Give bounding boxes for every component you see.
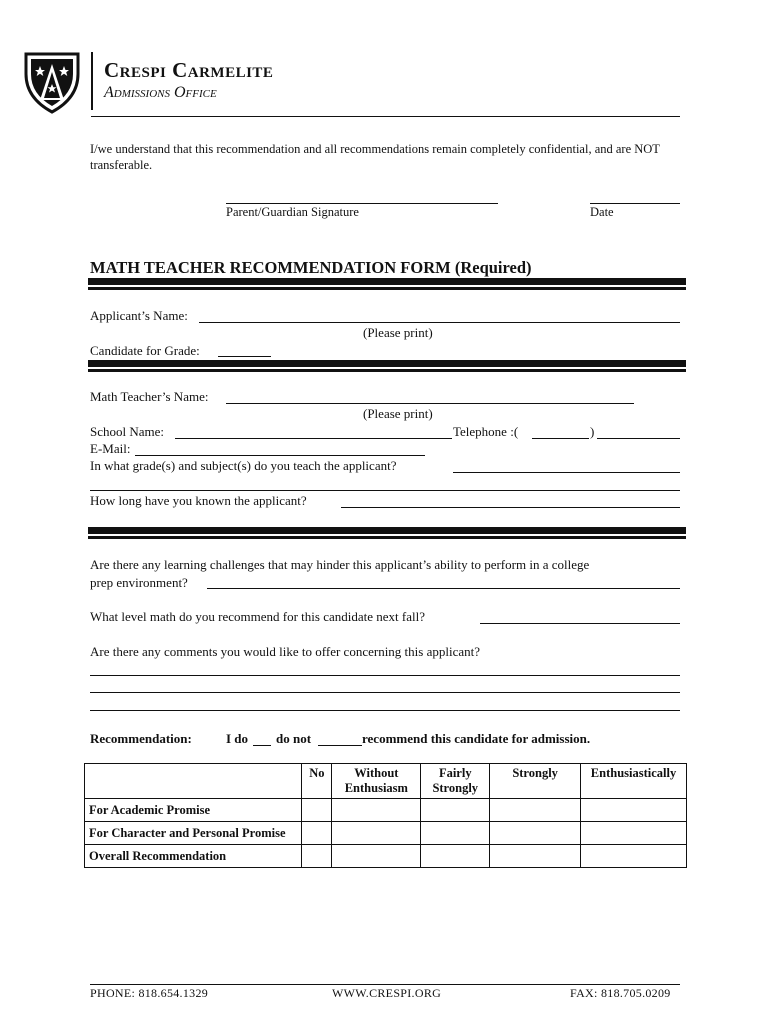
i-do-label: I do	[226, 731, 249, 746]
recommendation-label: Recommendation:	[90, 731, 192, 746]
candidate-grade-field[interactable]	[218, 356, 271, 357]
telephone-area-code-field[interactable]	[532, 438, 589, 439]
rating-table	[84, 763, 687, 868]
rating-cell[interactable]	[421, 822, 490, 845]
do-not-field[interactable]	[318, 745, 362, 746]
rating-cell[interactable]	[581, 822, 687, 845]
applicant-name-label: Applicant’s Name:	[90, 308, 188, 323]
section-divider	[88, 360, 686, 369]
rating-cell[interactable]	[302, 845, 332, 868]
rating-table-header	[85, 764, 687, 799]
math-level-question: What level math do you recommend for this candidate next fall?	[90, 609, 425, 624]
rating-row-overall	[85, 845, 687, 868]
rating-header-blank	[85, 764, 302, 799]
teacher-name-field[interactable]	[226, 403, 634, 404]
rating-cell[interactable]	[581, 799, 687, 822]
rating-header-no: No	[302, 764, 332, 799]
footer-phone-label: PHONE:	[90, 986, 136, 1000]
email-label: E-Mail:	[90, 441, 131, 456]
school-name-field[interactable]	[175, 438, 452, 439]
rating-cell[interactable]	[302, 822, 332, 845]
grades-subjects-label: In what grade(s) and subject(s) do you teach the applicant?	[90, 458, 397, 473]
rating-row-label: For Character and Personal Promise	[85, 822, 302, 845]
teacher-name-label: Math Teacher’s Name:	[90, 389, 209, 404]
rating-cell[interactable]	[490, 845, 581, 868]
how-long-label: How long have you known the applicant?	[90, 493, 307, 508]
footer-rule	[90, 984, 680, 985]
section-divider	[88, 278, 686, 287]
email-field[interactable]	[135, 455, 425, 456]
comments-field-line2[interactable]	[90, 692, 680, 693]
learning-challenges-question: Are there any learning challenges that may hinder this applicant’s ability to perform in a college	[90, 557, 590, 572]
rating-cell[interactable]	[302, 799, 332, 822]
learning-challenges-field[interactable]	[207, 588, 680, 589]
section-divider	[88, 527, 686, 536]
rating-header-without-enthusiasm: Without Enthusiasm	[332, 764, 421, 799]
rating-cell[interactable]	[332, 799, 421, 822]
rating-header-enthusiastically: Enthusiastically	[581, 764, 687, 799]
rating-header-strongly: Strongly	[490, 764, 581, 799]
school-name-label: School Name:	[90, 424, 165, 439]
footer-phone-number: 818.654.1329	[138, 986, 209, 1000]
rating-row-academic	[85, 799, 687, 822]
please-print-note: (Please print)	[363, 325, 433, 340]
date-label: Date	[590, 205, 614, 219]
parent-signature-label: Parent/Guardian Signature	[226, 205, 359, 219]
rating-cell[interactable]	[490, 799, 581, 822]
rating-cell[interactable]	[421, 845, 490, 868]
rating-cell[interactable]	[332, 822, 421, 845]
learning-challenges-question-cont: prep environment?	[90, 575, 188, 590]
office-name: Admissions Office	[104, 84, 217, 101]
how-long-field[interactable]	[341, 507, 680, 508]
please-print-note: (Please print)	[363, 406, 433, 421]
recommendation-tail: recommend this candidate for admission.	[362, 731, 591, 746]
rating-cell[interactable]	[490, 822, 581, 845]
applicant-name-field[interactable]	[199, 322, 680, 323]
header-rule	[91, 116, 680, 117]
telephone-label: Telephone :(	[453, 424, 519, 439]
footer-fax-label: FAX:	[570, 986, 598, 1000]
comments-field-line1[interactable]	[90, 675, 680, 676]
rating-row-label: For Academic Promise	[85, 799, 302, 822]
footer-fax-number: 818.705.0209	[600, 986, 671, 1000]
header-divider	[91, 52, 93, 110]
do-not-label: do not	[276, 731, 312, 746]
telephone-number-field[interactable]	[597, 438, 680, 439]
footer-website[interactable]: WWW.CRESPI.ORG	[332, 986, 442, 1000]
comments-question: Are there any comments you would like to offer concerning this applicant?	[90, 644, 480, 659]
crespi-shield-logo	[24, 50, 80, 114]
comments-field-line3[interactable]	[90, 710, 680, 711]
grades-subjects-field[interactable]	[453, 472, 680, 473]
rating-row-label: Overall Recommendation	[85, 845, 302, 868]
rating-cell[interactable]	[332, 845, 421, 868]
confidentiality-statement: I/we understand that this recommendation and all recommendations remain completely confidential, and are NOT transferable.	[90, 142, 660, 172]
signature-date-field[interactable]	[590, 203, 680, 204]
rating-header-fairly-strongly: Fairly Strongly	[421, 764, 490, 799]
rating-cell[interactable]	[421, 799, 490, 822]
footer-fax	[570, 986, 671, 1001]
rating-row-character	[85, 822, 687, 845]
rating-cell[interactable]	[581, 845, 687, 868]
grades-subjects-field-line2[interactable]	[90, 490, 680, 491]
school-name: Crespi Carmelite	[104, 58, 274, 82]
telephone-close-paren: )	[590, 424, 595, 439]
form-title: MATH TEACHER RECOMMENDATION FORM (Required)	[90, 258, 532, 277]
parent-signature-field[interactable]	[226, 203, 498, 204]
candidate-grade-label: Candidate for Grade:	[90, 343, 200, 358]
footer-phone	[90, 986, 208, 1001]
i-do-field[interactable]	[253, 745, 271, 746]
math-level-field[interactable]	[480, 623, 680, 624]
